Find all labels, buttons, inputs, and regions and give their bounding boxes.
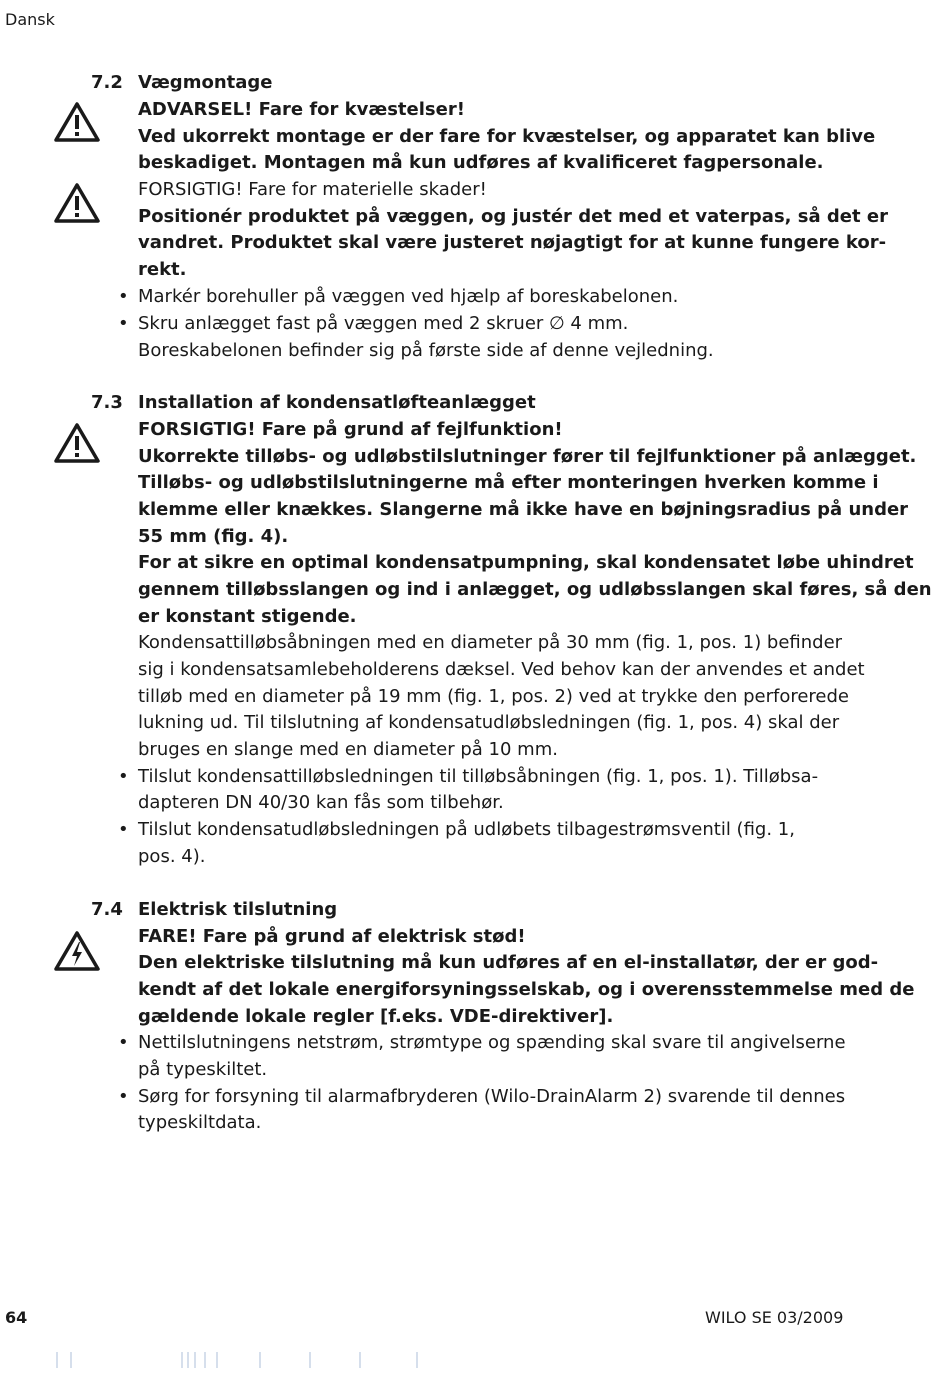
caution-title: FORSIGTIG! Fare for materielle skader!: [138, 179, 487, 200]
warning-icon: [53, 101, 101, 143]
caution-text-line: klemme eller knækkes. Slangerne må ikke have en bøjningsradius på under: [138, 499, 909, 520]
bullet-text: Tilslut kondensatudløbsledningen på udløbets tilbagestrømsventil (fig. 1,: [138, 819, 795, 840]
page-number: 64: [5, 1308, 28, 1327]
caution-text-line: er konstant stigende.: [138, 606, 357, 627]
caution-text-line: Tilløbs- og udløbstilslutningerne må efter monteringen hverken komme i: [138, 472, 879, 493]
danger-text-line: Den elektriske tilslutning må kun udføres af en el-installatør, der er god-: [138, 952, 879, 973]
language-label: Dansk: [5, 10, 55, 29]
bullet-marker: •: [118, 766, 129, 787]
bullet-marker: •: [118, 286, 129, 307]
warning-text-line: beskadiget. Montagen må kun udføres af kvalificeret fagpersonale.: [138, 152, 824, 173]
body-text-line: Kondensattilløbsåbningen med en diameter på 30 mm (fig. 1, pos. 1) befinder: [138, 632, 843, 653]
section-title-7-3: Installation af kondensatløfteanlægget: [138, 392, 536, 413]
warning-title: ADVARSEL! Fare for kvæstelser!: [138, 99, 465, 120]
bullet-text: Markér borehuller på væggen ved hjælp af boreskabelonen.: [138, 286, 679, 307]
bullet-text: Nettilslutningens netstrøm, strømtype og spænding skal svare til angivelserne: [138, 1032, 846, 1053]
body-text-line: tilløb med en diameter på 19 mm (fig. 1, pos. 2) ved at trykke den perforerede: [138, 686, 850, 707]
section-number-7-3: 7.3: [91, 392, 123, 413]
caution-title: FORSIGTIG! Fare på grund af fejlfunktion!: [138, 419, 563, 440]
bullet-text: dapteren DN 40/30 kan fås som tilbehør.: [138, 792, 504, 813]
warning-icon: [53, 422, 101, 464]
caution-text-line: rekt.: [138, 259, 187, 280]
bullet-text: Sørg for forsyning til alarmafbryderen (Wilo-DrainAlarm 2) svarende til dennes: [138, 1086, 846, 1107]
caution-text-line: Ukorrekte tilløbs- og udløbstilslutninger fører til fejlfunktioner på anlægget.: [138, 446, 917, 467]
bullet-text: Tilslut kondensattilløbsledningen til tilløbsåbningen (fig. 1, pos. 1). Tilløbsa-: [138, 766, 819, 787]
caution-text-line: gennem tilløbsslangen og ind i anlægget, og udløbsslangen skal føres, så den: [138, 579, 932, 600]
bullet-marker: •: [118, 1086, 129, 1107]
section-title-7-4: Elektrisk tilslutning: [138, 899, 338, 920]
body-text-line: bruges en slange med en diameter på 10 mm.: [138, 739, 558, 760]
warning-icon: [53, 182, 101, 224]
body-text-line: lukning ud. Til tilslutning af kondensatudløbsledningen (fig. 1, pos. 4) skal der: [138, 712, 840, 733]
body-text-line: sig i kondensatsamlebeholderens dæksel. Ved behov kan der anvendes et andet: [138, 659, 865, 680]
section-title-7-2: Vægmontage: [138, 72, 273, 93]
body-text-line: Boreskabelonen befinder sig på første side af denne vejledning.: [138, 340, 714, 361]
bullet-marker: •: [118, 1032, 129, 1053]
caution-text-line: vandret. Produktet skal være justeret nøjagtigt for at kunne fungere kor-: [138, 232, 887, 253]
print-marks: [55, 1352, 435, 1368]
bullet-marker: •: [118, 313, 129, 334]
danger-text-line: gældende lokale regler [f.eks. VDE-direktiver].: [138, 1006, 614, 1027]
bullet-text: typeskiltdata.: [138, 1112, 262, 1133]
electric-hazard-icon: [53, 930, 101, 972]
danger-title: FARE! Fare på grund af elektrisk stød!: [138, 926, 526, 947]
caution-text-line: Positionér produktet på væggen, og justér det med et vaterpas, så det er: [138, 206, 888, 227]
caution-text-line: 55 mm (fig. 4).: [138, 526, 289, 547]
warning-text-line: Ved ukorrekt montage er der fare for kvæstelser, og apparatet kan blive: [138, 126, 876, 147]
section-number-7-2: 7.2: [91, 72, 123, 93]
danger-text-line: kendt af det lokale energiforsyningsselskab, og i overensstemmelse med de: [138, 979, 915, 1000]
caution-text-line: For at sikre en optimal kondensatpumpning, skal kondensatet løbe uhindret: [138, 552, 914, 573]
footer-publisher: WILO SE 03/2009: [705, 1308, 844, 1327]
bullet-text: pos. 4).: [138, 846, 206, 867]
bullet-text: Skru anlægget fast på væggen med 2 skruer ∅ 4 mm.: [138, 313, 629, 334]
section-number-7-4: 7.4: [91, 899, 123, 920]
bullet-text: på typeskiltet.: [138, 1059, 268, 1080]
bullet-marker: •: [118, 819, 129, 840]
